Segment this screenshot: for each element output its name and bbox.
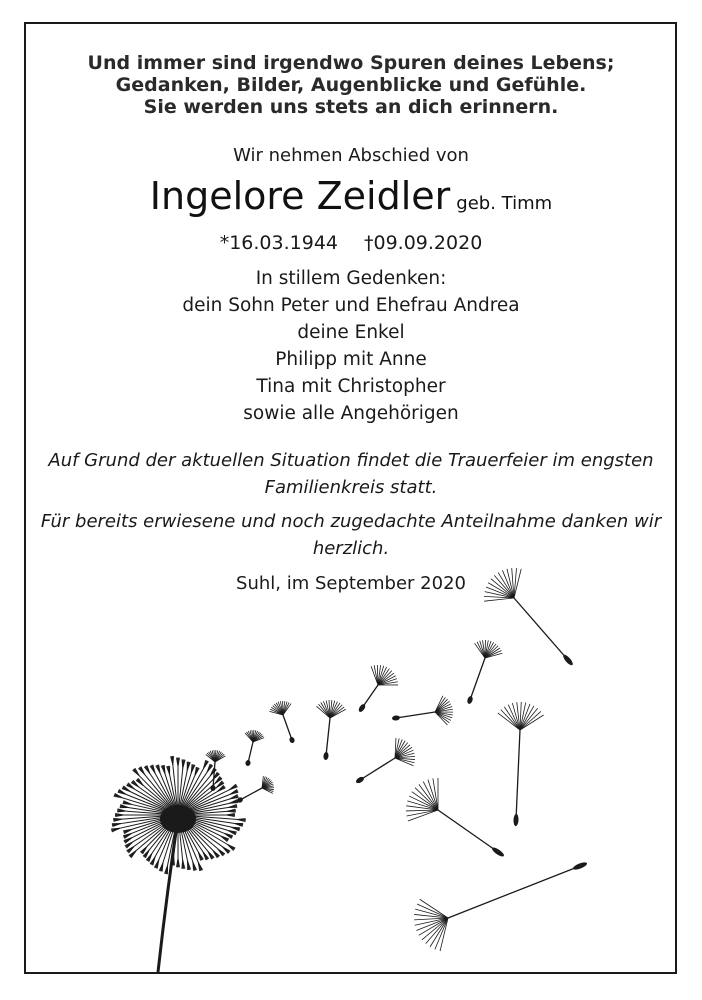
funeral-note-line: Familienkreis statt. [264, 477, 438, 498]
mourner-line: In stillem Gedenken: [255, 268, 447, 289]
mourner-line: dein Sohn Peter und Ehefrau Andrea [182, 295, 520, 316]
funeral-note-line: Auf Grund der aktuellen Situation findet die Trauerfeier im engsten [48, 450, 654, 471]
mourner-line: deine Enkel [297, 322, 405, 343]
mourner-line: sowie alle Angehörigen [243, 403, 459, 424]
intro-text: Wir nehmen Abschied von [233, 145, 469, 166]
place-date: Suhl, im September 2020 [236, 573, 466, 594]
thanks-note-line: herzlich. [312, 538, 390, 559]
death-date: †09.09.2020 [364, 232, 483, 254]
poem-line: Sie werden uns stets an dich erinnern. [143, 96, 559, 118]
maiden-name: geb. Timm [456, 193, 553, 214]
mourner-line: Philipp mit Anne [275, 349, 427, 370]
thanks-note-line: Für bereits erwiesene und noch zugedachte Anteilnahme danken wir [40, 511, 662, 532]
poem-line: Und immer sind irgendwo Spuren deines Lebens; [87, 52, 615, 74]
dandelion-seeds-icon [206, 568, 588, 951]
poem-line: Gedanken, Bilder, Augenblicke und Gefühle. [115, 74, 587, 96]
deceased-name: Ingelore Zeidler [149, 174, 451, 218]
birth-date: *16.03.1944 [219, 232, 338, 254]
mourner-line: Tina mit Christopher [256, 376, 446, 397]
dandelion-flower-icon [111, 756, 246, 972]
